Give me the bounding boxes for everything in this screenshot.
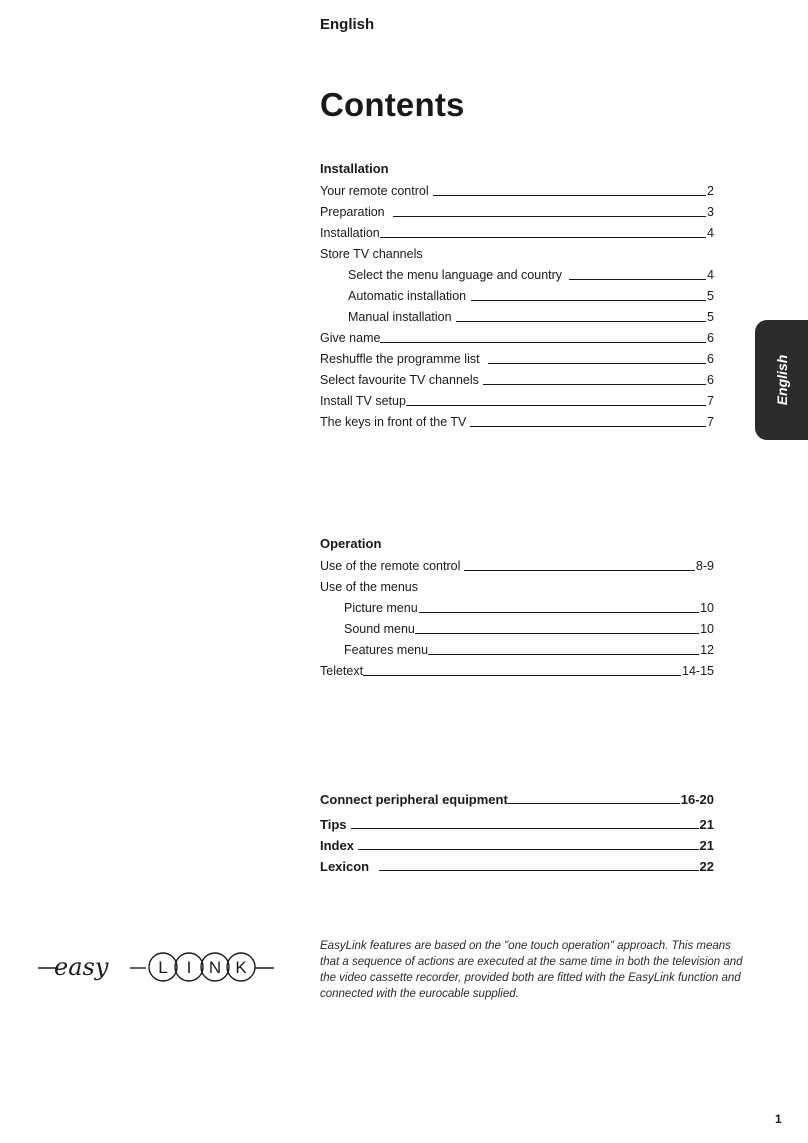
toc-page: 10 — [700, 601, 714, 615]
toc-row[interactable] — [320, 658, 714, 679]
toc-label: Your remote control — [320, 184, 429, 198]
toc-row[interactable] — [320, 409, 714, 430]
toc-label: Index — [320, 838, 354, 853]
toc-page: 3 — [707, 205, 714, 219]
toc-page: 6 — [707, 373, 714, 387]
toc-leader — [428, 653, 699, 655]
toc-page: 22 — [699, 859, 714, 874]
toc-leader — [508, 802, 680, 804]
toc-page: 4 — [707, 226, 714, 240]
toc-page: 21 — [699, 817, 714, 832]
toc-page: 7 — [707, 415, 714, 429]
toc-label: Teletext — [320, 664, 364, 678]
toc-page: 5 — [707, 310, 714, 324]
toc-leader — [456, 320, 707, 322]
toc-label: Select favourite TV channels — [320, 373, 479, 387]
toc-leader — [358, 848, 699, 850]
toc-label: Store TV channels — [320, 247, 423, 261]
toc-leader — [483, 383, 706, 385]
toc-leader — [393, 215, 706, 217]
toc-page: 21 — [699, 838, 714, 853]
side-tab-label: English — [773, 354, 790, 406]
toc-leader — [488, 362, 706, 364]
toc-label: Install TV setup — [320, 394, 406, 408]
logo-letter: K — [235, 958, 247, 977]
toc-label: Tips — [320, 817, 347, 832]
toc-page: 6 — [707, 331, 714, 345]
toc-page: 8-9 — [695, 559, 714, 573]
toc-row[interactable] — [320, 595, 714, 616]
toc-label: Select the menu language and country — [348, 268, 563, 282]
toc-row[interactable] — [320, 616, 714, 637]
toc-label: Use of the remote control — [320, 559, 461, 573]
toc-row[interactable] — [320, 807, 714, 832]
toc-page: 16-20 — [680, 792, 714, 807]
toc-label: Picture menu — [344, 601, 418, 615]
toc-leader — [464, 569, 695, 571]
logo-letter: N — [208, 958, 222, 977]
toc-row[interactable] — [320, 346, 714, 367]
easylink-note: EasyLink features are based on the "one touch operation" approach. This means that a sequence of actions are executed at the same time in both the television and the video cassette recorder, provided both are fitted with the EasyLink function and connected with the eurocable supplied. — [320, 940, 743, 1000]
toc-leader — [351, 827, 699, 829]
toc-row[interactable] — [320, 553, 714, 574]
toc-row[interactable] — [320, 832, 714, 853]
toc-label: Give name — [320, 331, 381, 345]
toc-leader — [415, 632, 699, 634]
language-side-tab[interactable] — [755, 320, 808, 440]
logo-letter: I — [186, 958, 192, 977]
toc-row[interactable] — [320, 853, 714, 874]
toc-row[interactable] — [320, 178, 714, 199]
toc-row[interactable] — [320, 637, 714, 658]
toc-row[interactable] — [320, 241, 714, 262]
toc-page: 7 — [707, 394, 714, 408]
toc-label: Sound menu — [344, 622, 415, 636]
toc-page: 5 — [707, 289, 714, 303]
logo-script: easy — [54, 953, 109, 981]
toc-operation — [320, 553, 714, 679]
toc-row[interactable] — [320, 262, 714, 283]
toc-row[interactable] — [320, 325, 714, 346]
toc-leader — [419, 611, 699, 613]
toc-label: Use of the menus — [320, 580, 418, 594]
toc-row[interactable] — [320, 283, 714, 304]
toc-leader — [380, 236, 706, 238]
toc-page: 4 — [707, 268, 714, 282]
toc-page: 2 — [707, 184, 714, 198]
toc-page: 14-15 — [682, 664, 714, 678]
toc-page: 12 — [700, 643, 714, 657]
toc-label: Automatic installation — [348, 289, 467, 303]
toc-row[interactable] — [320, 574, 714, 595]
toc-leader — [470, 425, 706, 427]
toc-row[interactable] — [320, 786, 714, 807]
logo-letter: L — [158, 958, 168, 977]
toc-row[interactable] — [320, 199, 714, 220]
toc-page: 6 — [707, 352, 714, 366]
toc-leader — [433, 194, 706, 196]
toc-leader — [471, 299, 706, 301]
page-number: 1 — [775, 1112, 782, 1126]
toc-label: Preparation — [320, 205, 385, 219]
toc-label: The keys in front of the TV — [320, 415, 467, 429]
page-title: Contents — [320, 86, 465, 123]
toc-label: Reshuffle the programme list — [320, 352, 480, 366]
section-heading-operation: Operation — [320, 536, 382, 551]
toc-other — [320, 786, 714, 874]
toc-leader — [406, 404, 706, 406]
toc-label: Lexicon — [320, 859, 370, 874]
toc-leader — [363, 674, 681, 676]
toc-row[interactable] — [320, 388, 714, 409]
toc-leader — [379, 869, 698, 871]
toc-installation — [320, 178, 714, 430]
toc-row[interactable] — [320, 304, 714, 325]
header-language: English — [320, 16, 375, 33]
easylink-logo — [38, 948, 274, 990]
toc-page: 10 — [700, 622, 714, 636]
toc-row[interactable] — [320, 367, 714, 388]
toc-row[interactable] — [320, 220, 714, 241]
toc-label: Installation — [320, 226, 380, 240]
section-heading-installation: Installation — [320, 161, 389, 176]
toc-label: Connect peripheral equipment — [320, 792, 508, 807]
toc-label: Manual installation — [348, 310, 452, 324]
toc-label: Features menu — [344, 643, 429, 657]
toc-leader — [569, 278, 706, 280]
toc-leader — [380, 341, 706, 343]
